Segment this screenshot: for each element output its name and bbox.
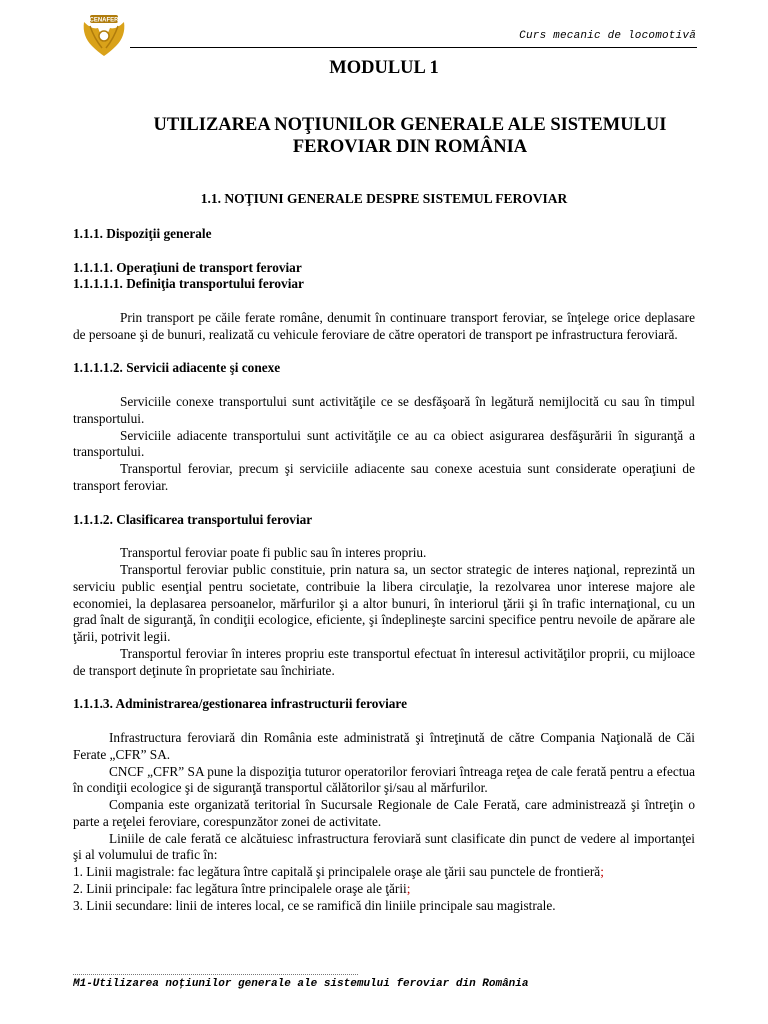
paragraph-clasificare-3: Transportul feroviar în interes propriu este transportul efectuat în interesul activităţilor proprii, cu mijloace de transport deţinute în proprietate sau închiriate. [73,645,695,678]
heading-1-1-1-1: 1.1.1.1. Operaţiuni de transport feroviar [73,259,302,275]
list-item: 1. Linii magistrale: fac legătura între capitală şi principalele oraşe ale ţării sau punctele de frontieră; [73,864,604,880]
paragraph-operatiuni: Transportul feroviar, precum şi serviciile adiacente sau conexe acestuia sunt considerate operaţiuni de transport feroviar. [73,461,695,493]
svg-text:CENAFER: CENAFER [89,17,119,24]
header-course-title: Curs mecanic de locomotivă [519,30,696,42]
main-title-line-2: FEROVIAR DIN ROMÂNIA [292,137,528,157]
footer-text: M1-Utilizarea noţiunilor generale ale sistemului feroviar din România [73,978,529,990]
heading-1-1-1: 1.1.1. Dispoziţii generale [73,226,212,241]
document-body [73,226,695,915]
paragraph-clasificare-1: Transportul feroviar poate fi public sau în interes propriu. [120,545,427,561]
paragraph-clasificare-2: Transportul feroviar public constituie, prin natura sa, un sector strategic de interes naţional, reprezintă un serviciu public esenţial pentru societate, contribuie la libera circulaţie, la rezolvarea unor interese majore ale economiei, la deplasarea persoanelor, mărfurilor şi a altor bunuri, în interiorul ţării şi în trafic internaţional, cu un grad înalt de siguranţă, în condiţii ecologice, eficiente, şi îndeplineşte sarcini specifice pentru nevoile de apărare ale ţării, potrivit legii. [73,561,695,645]
paragraph-admin-3: Compania este organizată teritorial în Sucursale Regionale de Cale Ferată, care administrează şi întreţin o parte a reţelei feroviare, corespunzător zonei de activitate. [73,797,695,829]
cenafer-logo [80,12,128,58]
list-item: 3. Linii secundare: linii de interes local, ce se ramifică din liniile principale sau magistrale. [73,897,556,913]
paragraph-admin-2: CNCF „CFR” SA pune la dispoziţia tuturor operatorilor feroviari întreaga reţea de cale ferată pentru a efectua în condiţii ecologice şi de siguranţă transportul călătorilor şi/sau al mărfurilor. [73,763,695,796]
paragraph-adiacente: Serviciile adiacente transportului sunt activităţile ce au ca obiect asigurarea desfăşurării în siguranţă a transportului. [73,427,695,460]
line-classification-list [73,864,695,914]
section-title: 1.1. NOŢIUNI GENERALE DESPRE SISTEMUL FEROVIAR [200,191,568,206]
heading-1-1-1-1-1: 1.1.1.1.1. Definiţia transportului feroviar [73,276,304,292]
module-title: MODULUL 1 [329,58,439,78]
footer-rule [73,974,358,975]
heading-1-1-1-3: 1.1.1.3. Administrarea/gestionarea infrastructurii feroviare [73,696,407,712]
paragraph-conexe: Serviciile conexe transportului sunt activităţile ce se desfăşoară în legătură nemijlocită cu sau în timpul transportului. [73,393,695,426]
paragraph-admin-4: Liniile de cale ferată ce alcătuiesc infrastructura feroviară sunt clasificate din punct de vedere al importanţei şi al volumului de trafic în: [73,830,695,863]
main-title [90,114,730,158]
paragraph-admin-1: Infrastructura feroviară din România este administrată şi întreţinută de către Compania Naţională de Căi Ferate „CFR” SA. [73,729,695,762]
heading-1-1-1-1-2: 1.1.1.1.2. Servicii adiacente şi conexe [73,360,281,376]
main-title-line-1: UTILIZAREA NOŢIUNILOR GENERALE ALE SISTEMULUI [153,115,667,135]
list-item: 2. Linii principale: fac legătura între principalele oraşe ale ţării; [73,881,411,897]
paragraph-definition: Prin transport pe căile ferate române, denumit în continuare transport feroviar, se înţelege orice deplasare de persoane şi de bunuri, realizată cu vehicule feroviare de către operatori de transport pe infrastructura feroviară. [73,309,695,342]
header-rule [130,47,697,48]
heading-1-1-1-2: 1.1.1.2. Clasificarea transportului feroviar [73,511,313,527]
